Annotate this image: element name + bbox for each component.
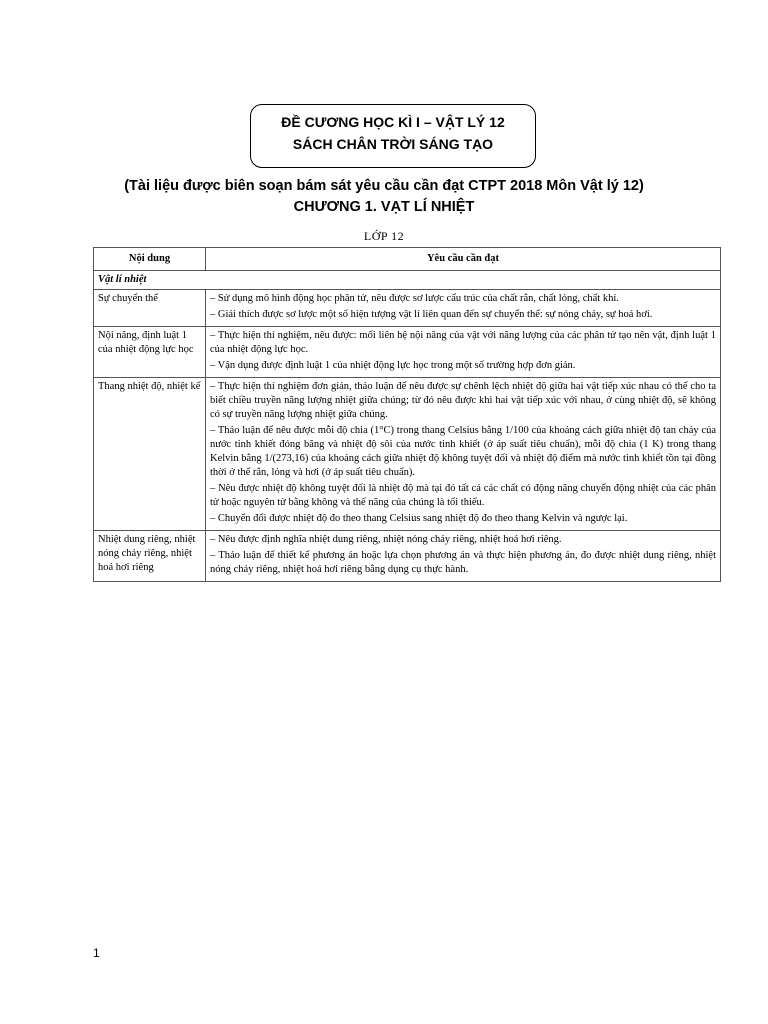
requirement-item: – Giải thích được sơ lược một số hiện tượng vật lí liên quan đến sự chuyển thể: sự nóng chảy, sự hoá hơi. bbox=[210, 309, 653, 320]
section-row bbox=[94, 271, 721, 290]
requirements-table bbox=[93, 247, 721, 582]
row-requirements bbox=[206, 531, 721, 582]
requirement-item: – Sử dụng mô hình động học phân tử, nêu được sơ lược cấu trúc của chất rắn, chất lỏng, chất khí. bbox=[210, 293, 619, 304]
document-subtitle: (Tài liệu được biên soạn bám sát yêu cầu cần đạt CTPT 2018 Môn Vật lý 12) bbox=[124, 178, 644, 194]
row-requirements bbox=[206, 290, 721, 327]
row-topic: Nội năng, định luật 1 của nhiệt động lực học bbox=[94, 327, 206, 378]
requirement-item: – Thực hiện thí nghiệm đơn giản, thảo luận để nêu được sự chênh lệch nhiệt độ giữa hai vật tiếp xúc nhau có thể cho ta biết chiều truyền năng lượng nhiệt giữa chúng; từ đó nêu được khi hai vật tiếp xúc với nhau, ở cùng nhiệt độ, sẽ không có sự truyền năng lượng nhiệt giữa chúng. bbox=[210, 381, 716, 420]
requirement-item: – Thảo luận để nêu được mỗi độ chia (1°C) trong thang Celsius bằng 1/100 của khoảng cách giữa nhiệt độ tan chảy của nước tinh khiết đóng băng và nhiệt độ sôi của nước tinh khiết (ở áp suất tiêu chuẩn), mỗi độ chia (1 K) trong thang Kelvin bằng 1/(273,16) của khoảng cách giữa nhiệt độ không tuyệt đối và nhiệt độ điểm mà nước tinh khiết tồn tại đồng thời ở thể rắn, lỏng và hơi (ở áp suất tiêu chuẩn). bbox=[210, 425, 716, 478]
section-title: Vật lí nhiệt bbox=[94, 271, 721, 290]
page-number: 1 bbox=[93, 946, 100, 960]
row-requirements bbox=[206, 327, 721, 378]
row-topic: Thang nhiệt độ, nhiệt kế bbox=[94, 378, 206, 531]
requirement-item: – Thảo luận để thiết kế phương án hoặc lựa chọn phương án và thực hiện phương án, đo được nhiệt dung riêng, nhiệt nóng chảy riêng, nhiệt hoá hơi riêng bằng dụng cụ thực hành. bbox=[210, 550, 716, 575]
row-topic: Nhiệt dung riêng, nhiệt nóng chảy riêng, nhiệt hoá hơi riêng bbox=[94, 531, 206, 582]
requirement-item: – Nêu được định nghĩa nhiệt dung riêng, nhiệt nóng chảy riêng, nhiệt hoá hơi riêng. bbox=[210, 534, 562, 545]
row-requirements bbox=[206, 378, 721, 531]
table-header-row bbox=[94, 248, 721, 271]
table-row bbox=[94, 327, 721, 378]
requirement-item: – Nêu được nhiệt độ không tuyệt đối là nhiệt độ mà tại đó tất cả các chất có động năng chuyển động nhiệt của các phân tử hoặc nguyên tử bằng không và thế năng của chúng là tối thiểu. bbox=[210, 483, 716, 508]
header-content: Nội dung bbox=[94, 248, 206, 271]
grade-label: LỚP 12 bbox=[363, 229, 405, 243]
title-line-1: ĐỀ CƯƠNG HỌC KÌ I – VẬT LÝ 12 bbox=[281, 114, 505, 130]
title-box bbox=[250, 104, 536, 168]
requirement-item: – Chuyển đổi được nhiệt độ đo theo thang Celsius sang nhiệt độ đo theo thang Kelvin và ngược lại. bbox=[210, 513, 628, 524]
requirement-item: – Vận dụng được định luật 1 của nhiệt động lực học trong một số trường hợp đơn giản. bbox=[210, 360, 576, 371]
header-requirements: Yêu cầu cần đạt bbox=[206, 248, 721, 271]
table-row bbox=[94, 378, 721, 531]
row-topic: Sự chuyển thể bbox=[94, 290, 206, 327]
chapter-heading: CHƯƠNG 1. VẠT LÍ NHIỆT bbox=[293, 199, 475, 215]
table-row bbox=[94, 531, 721, 582]
requirement-item: – Thực hiện thí nghiệm, nêu được: mối liên hệ nội năng của vật với năng lượng của các phân tử tạo nên vật, định luật 1 của nhiệt động lực học. bbox=[210, 330, 716, 355]
table-row bbox=[94, 290, 721, 327]
title-line-2: SÁCH CHÂN TRỜI SÁNG TẠO bbox=[292, 136, 494, 152]
